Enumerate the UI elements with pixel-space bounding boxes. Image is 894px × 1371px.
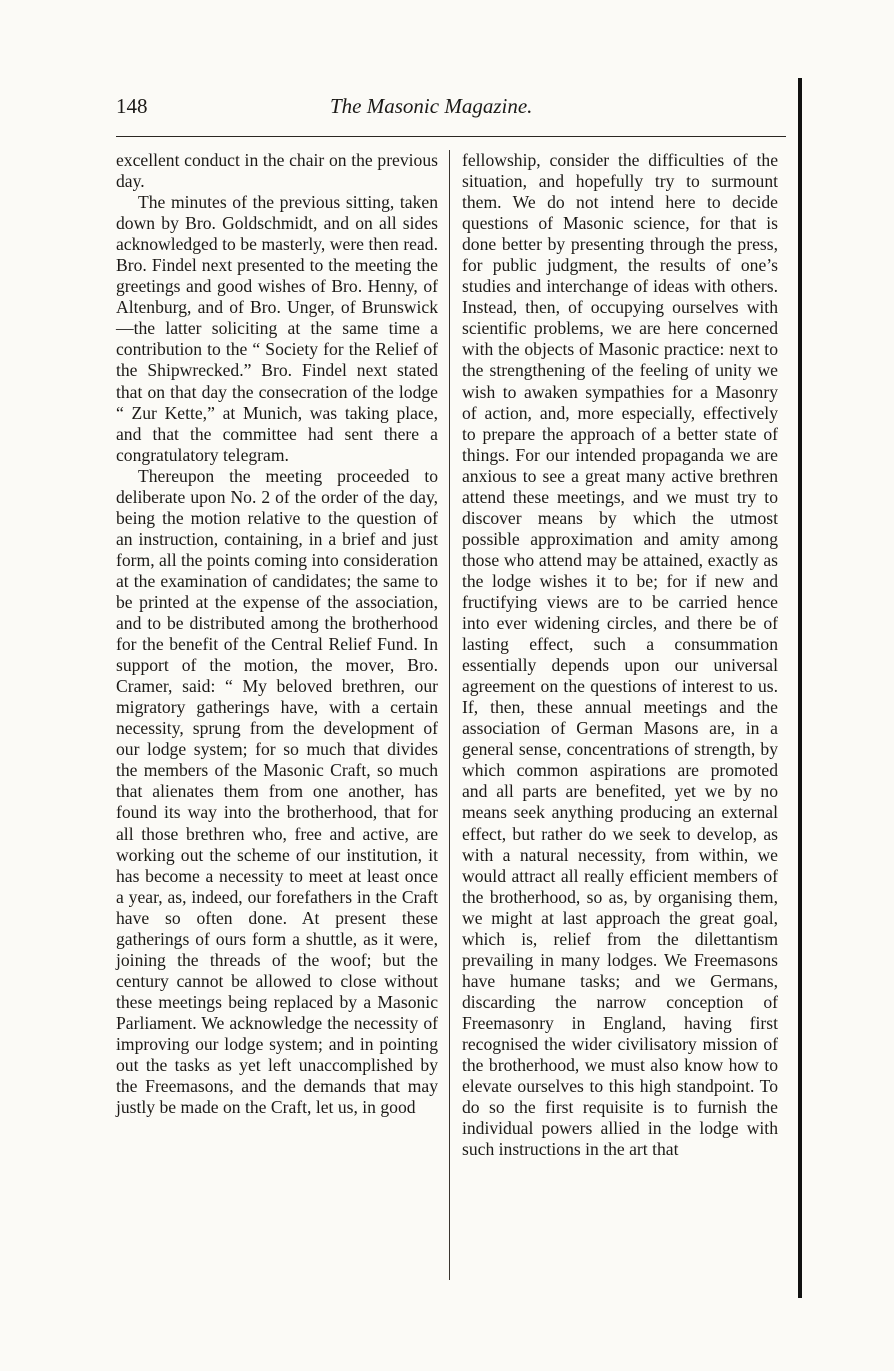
header-rule [116,136,786,137]
right-paragraph-1: fellowship, consider the difficulties of the situation, and hopefully try to surmount them. We do not intend here to decide questions of Masonic science, for that is done better by presenting through the press, for public judgment, the results of one’s studies and interchange of ideas with others. Instead, then, of occupying ourselves with scientific problems, we are here concerned with the objects of Masonic practice: next to the strengthening of the feeling of unity we wish to awaken sympathies for a Masonry of action, and, more especially, effectively to prepare the approach of a better state of things. For our intended propaganda we are anxious to see a great many active brethren attend these meetings, and we must try to discover means by which the utmost possible approximation and amity among those who attend may be attained, exactly as the lodge wishes it to be; for if new and fructifying views are to be carried hence into ever widening circles, and there be of lasting effect, such a consummation essentially depends upon our universal agreement on the questions of interest to us. If, then, these annual meetings and the association of German Masons are, in a general sense, concentrations of strength, by which common aspirations are promoted and all parts are benefited, yet we by no means seek anything producing an external effect, but rather do we seek to develop, as with a natural necessity, from within, we would attract all really efficient members of the brotherhood, so as, by organising them, we might at last approach the great goal, which is, relief from the dilettantism prevailing in many lodges. We Freemasons have humane tasks; and we Germans, discarding the narrow conception of Freemasonry in England, having first recognised the wider civilisatory mission of the brotherhood, we must also know how to elevate ourselves to this high standpoint. To do so the first requisite is to furnish the individual powers allied in the lodge with such instructions in the art that [462,150,778,1160]
left-paragraph-3: Thereupon the meeting proceeded to deliberate upon No. 2 of the order of the day, being the motion relative to the question of an instruction, containing, in a brief and just form, all the points coming into consideration at the examination of candidates; the same to be printed at the expense of the association, and to be distributed among the brotherhood for the benefit of the Central Relief Fund. In support of the motion, the mover, Bro. Cramer, said: “ My beloved brethren, our migratory gatherings have, with a certain necessity, sprung from the development of our lodge system; for so much that divides the members of the Masonic Craft, so much that alienates them from one another, has found its way into the brotherhood, that for all those brethren who, free and active, are working out the scheme of our institution, it has become a necessity to meet at least once a year, as, indeed, our forefathers in the Craft have so often done. At present these gatherings of ours form a shuttle, as it were, joining the threads of the woof; but the century cannot be allowed to close without these meetings being replaced by a Masonic Parliament. We acknowledge the necessity of improving our lodge system; and in pointing out the tasks as yet left unaccomplished by the Freemasons, and the demands that may justly be made on the Craft, let us, in good [116,465,439,1118]
left-paragraph-2: The minutes of the previous sitting, taken down by Bro. Goldschmidt, and on all sides acknowledged to be masterly, were then read. Bro. Findel next presented to the meeting the greetings and good wishes of Bro. Henny, of Altenburg, and of Bro. Unger, of Brunswick—the latter soliciting at the same time a contribution to the “ Society for the Relief of the Shipwrecked.” Bro. Findel next stated that on that day the consecration of the lodge “ Zur Kette,” at Munich, was taking place, and that the committee had sent there a congratulatory telegram. [116,192,438,465]
left-paragraph-1: excellent conduct in the chair on the previous day. [116,150,438,192]
right-column [462,150,778,1160]
running-title: The Masonic Magazine. [330,94,533,118]
left-column [116,150,438,1118]
page-number: 148 [116,94,148,118]
column-divider [449,150,450,1280]
page-edge-bar [798,78,802,1298]
